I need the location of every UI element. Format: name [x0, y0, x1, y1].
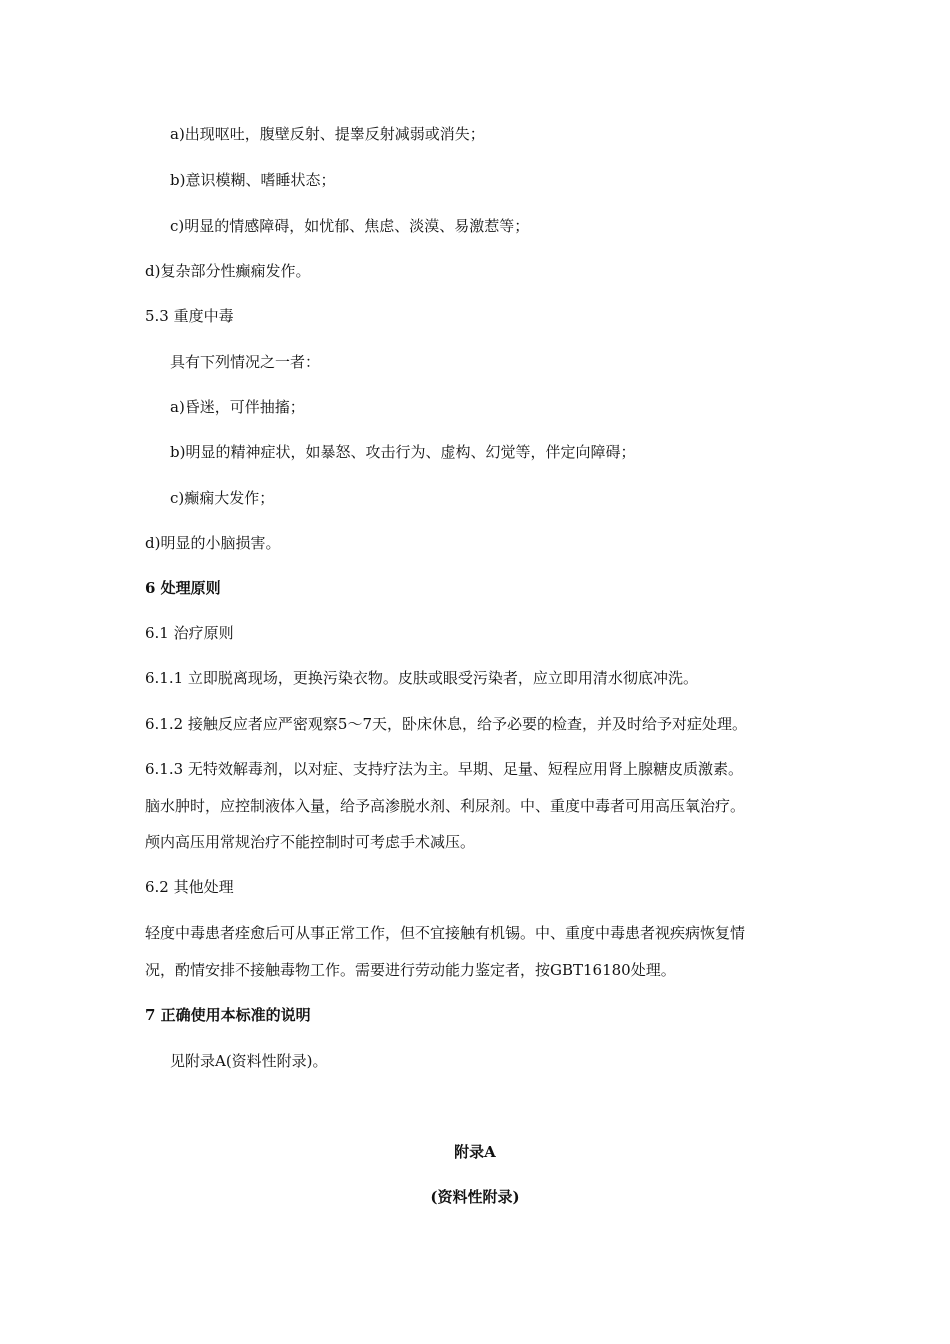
paragraph-6-1-1: 6.1.1 立即脱离现场，更换污染衣物。皮肤或眼受污染者，应立即用清水彻底冲洗。	[145, 669, 698, 687]
paragraph-6-1-2: 6.1.2 接触反应者应严密观察5～7天，卧床休息，给予必要的检查，并及时给予对症处理。	[145, 715, 748, 733]
section-5-3-intro: 具有下列情况之一者：	[170, 353, 321, 371]
paragraph-6-2-line-1: 轻度中毒患者痊愈后可从事正常工作，但不宜接触有机锡。中、重度中毒患者视疾病恢复情	[145, 924, 746, 942]
section-7-body: 见附录A(资料性附录)。	[170, 1052, 328, 1070]
section-5-3-heading: 5.3 重度中毒	[145, 307, 234, 325]
item-5-3-d: d)明显的小脑损害。	[145, 534, 281, 552]
section-6-heading: 6 处理原则	[145, 579, 221, 597]
paragraph-6-1-3-line-3: 颅内高压用常规治疗不能控制时可考虑手术减压。	[145, 833, 476, 851]
section-7-heading: 7 正确使用本标准的说明	[145, 1006, 311, 1024]
section-6-2-heading: 6.2 其他处理	[145, 878, 234, 896]
item-5-3-c: c)癫痫大发作；	[170, 489, 275, 507]
paragraph-6-2-line-2: 况，酌情安排不接触毒物工作。需要进行劳动能力鉴定者，按GBT16180处理。	[145, 961, 676, 979]
paragraph-6-1-3-line-1: 6.1.3 无特效解毒剂，以对症、支持疗法为主。早期、足量、短程应用肾上腺糖皮质激素。	[145, 760, 743, 778]
appendix-subtitle: (资料性附录)	[430, 1188, 520, 1206]
appendix-title: 附录A	[454, 1143, 496, 1161]
item-5-3-a: a)昏迷，可伴抽搐；	[170, 398, 305, 416]
item-5-3-b: b)明显的精神症状，如暴怒、攻击行为、虚构、幻觉等，伴定向障碍；	[170, 443, 636, 461]
item-5-2-a: a)出现呕吐，腹壁反射、提睾反射减弱或消失；	[170, 125, 485, 143]
section-6-1-heading: 6.1 治疗原则	[145, 624, 234, 642]
paragraph-6-1-3-line-2: 脑水肿时，应控制液体入量，给予高渗脱水剂、利尿剂。中、重度中毒者可用高压氧治疗。	[145, 797, 746, 815]
item-5-2-b: b)意识模糊、嗜睡状态；	[170, 171, 336, 189]
item-5-2-d: d)复杂部分性癫痫发作。	[145, 262, 311, 280]
item-5-2-c: c)明显的情感障碍，如忧郁、焦虑、淡漠、易激惹等；	[170, 217, 530, 235]
